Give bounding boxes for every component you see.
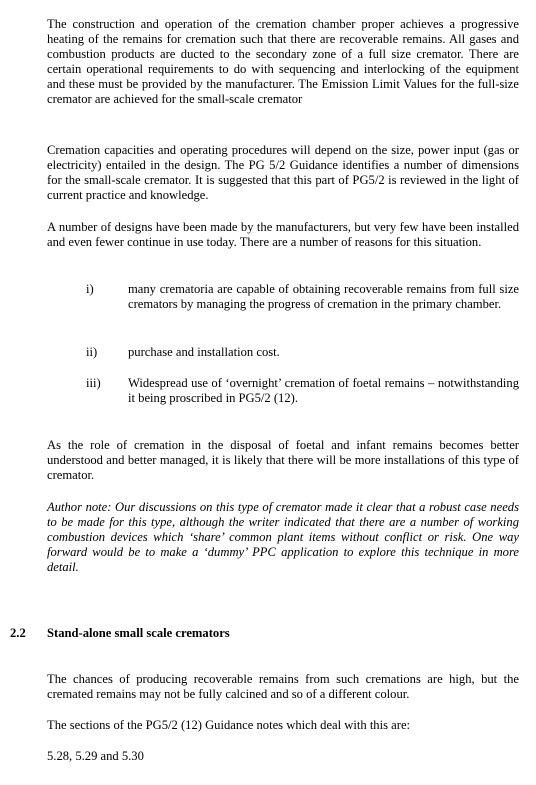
paragraph-guidance-sections: The sections of the PG5/2 (12) Guidance notes which deal with this are: [47,718,411,732]
section-number: 2.2 [10,626,26,640]
list-item-number: i) [86,282,94,296]
list-item-text: Widespread use of ‘overnight’ cremation of foetal remains – notwithstanding it being proscribed in PG5/2 (12). [128,376,519,406]
paragraph-chamber-construction: The construction and operation of the cremation chamber proper achieves a progressive heating of the remains for cremation such that there are recoverable remains. All gases and combustion products are ducted to the secondary zone of a full size cremator. There are certain operational requirements to do with sequencing and interlocking of the equipment and these must be provided by the manufacturer. The Emission Limit Values for the full-size cremator are achieved for the small-scale cremator [47,17,519,107]
list-item-text: many crematoria are capable of obtaining recoverable remains from full size cremators by managing the progress of cremation in the primary chamber. [128,282,519,312]
paragraph-recoverable-remains: The chances of producing recoverable remains from such cremations are high, but the cremated remains may not be fully calcined and so of a different colour. [47,672,519,702]
list-item-number: ii) [86,345,98,359]
author-note: Author note: Our discussions on this type of cremator made it clear that a robust case needs to be made for this type, although the writer indicated that there are a number of working combustion devices which ‘share’ common plant items without conflict or risk. One way forward would be to make a ‘dummy’ PPC application to explore this technique in more detail. [47,500,519,575]
paragraph-section-references: 5.28, 5.29 and 5.30 [47,749,144,763]
paragraph-cremation-capacities: Cremation capacities and operating procedures will depend on the size, power input (gas or electricity) entailed in the design. The PG 5/2 Guidance identifies a number of dimensions for the small-scale cremator. It is suggested that this part of PG5/2 is reviewed in the light of current practice and knowledge. [47,143,519,203]
list-item-text: purchase and installation cost. [128,345,280,359]
section-title: Stand-alone small scale cremators [47,626,230,640]
paragraph-role-of-cremation: As the role of cremation in the disposal of foetal and infant remains becomes better understood and better managed, it is likely that there will be more installations of this type of cremator. [47,438,519,483]
list-item-number: iii) [86,376,101,390]
paragraph-number-of-designs: A number of designs have been made by the manufacturers, but very few have been installed and even fewer continue in use today. There are a number of reasons for this situation. [47,220,519,250]
